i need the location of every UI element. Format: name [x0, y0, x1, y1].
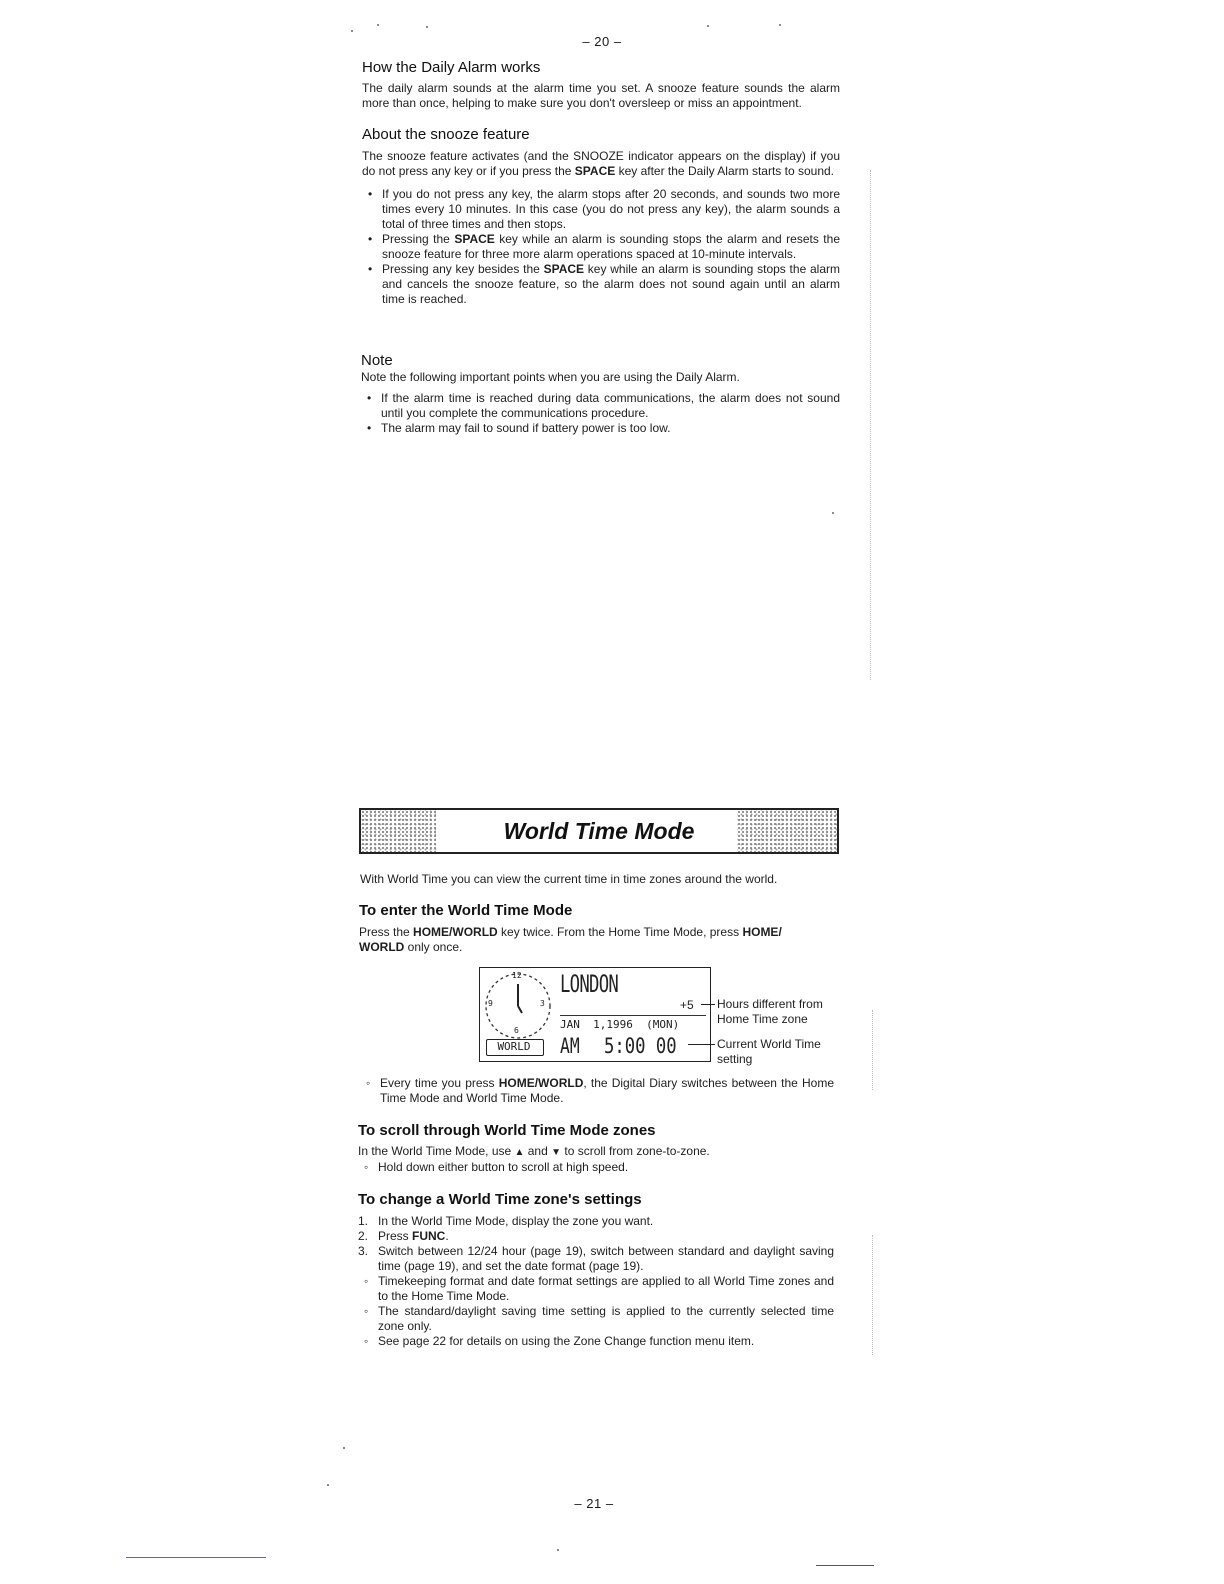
- scan-line: [126, 1557, 266, 1558]
- text: and: [524, 1144, 552, 1158]
- intro-paragraph: With World Time you can view the current time in time zones around the world.: [360, 872, 778, 886]
- text: to scroll from zone-to-zone.: [561, 1144, 710, 1158]
- date-separator-line: [560, 1015, 706, 1016]
- key-name: SPACE: [454, 232, 495, 246]
- toggle-note: [360, 1076, 834, 1106]
- callout-time-label: Current World Time setting: [717, 1037, 821, 1066]
- text: key while an alarm is sounding stops the alarm and cancels the snooze feature, so the alarm does not sound again until an alarm time is reached.: [382, 262, 841, 306]
- key-name: SPACE: [574, 164, 616, 178]
- text: In the World Time Mode, use: [358, 1144, 515, 1158]
- snooze-bullet-list: [362, 187, 840, 307]
- text: Every time you press: [380, 1076, 499, 1090]
- date-readout: JAN 1,1996 (MON): [560, 1018, 680, 1031]
- snooze-section: [362, 126, 840, 307]
- clock-numeral-3: 3: [540, 999, 545, 1008]
- text: .: [445, 1229, 449, 1243]
- scan-speck: [832, 512, 834, 514]
- section-heading: To change a World Time zone's settings: [358, 1191, 642, 1208]
- down-arrow-icon: ▼: [551, 1147, 562, 1158]
- scan-speck: [707, 25, 709, 27]
- section-heading: To enter the World Time Mode: [359, 902, 573, 919]
- section-heading: About the snooze feature: [362, 126, 530, 143]
- callout-offset-label: Hours different from Home Time zone: [717, 997, 823, 1026]
- callout-line-offset: [701, 1004, 715, 1005]
- list-item: ◦ The standard/daylight saving time setting is applied to the currently selected time zone only.: [358, 1304, 834, 1334]
- scan-edge: [872, 1235, 874, 1355]
- world-time-banner: [359, 808, 839, 854]
- scan-edge: [870, 170, 872, 680]
- scan-speck: [327, 1484, 329, 1486]
- daily-alarm-section: [362, 59, 840, 111]
- city-name: LONDON: [560, 970, 619, 998]
- callout-line-time: [688, 1044, 715, 1045]
- page-number-bottom: – 21 –: [574, 1496, 614, 1511]
- paragraph: [359, 925, 840, 955]
- scan-speck: [426, 26, 428, 28]
- paragraph: Note the following important points when you are using the Daily Alarm.: [361, 370, 740, 384]
- world-time-display: [479, 967, 711, 1062]
- list-item: ◦ Timekeeping format and date format settings are applied to all World Time zones and to the Home Time Mode.: [358, 1274, 834, 1304]
- list-item: ◦ See page 22 for details on using the Zone Change function menu item.: [358, 1334, 834, 1349]
- scan-speck: [343, 1447, 345, 1449]
- list-item: • If the alarm time is reached during data communications, the alarm does not sound until you complete the communications procedure.: [361, 391, 840, 421]
- key-name: HOME/WORLD: [498, 1076, 584, 1090]
- change-zone-section: [358, 1191, 834, 1349]
- banner-title: World Time Mode: [503, 818, 695, 844]
- up-arrow-icon: ▲: [514, 1147, 525, 1158]
- key-name: FUNC: [412, 1229, 446, 1243]
- clock-numeral-9: 9: [488, 999, 493, 1008]
- scan-speck: [779, 24, 781, 26]
- list-item: • The alarm may fail to sound if battery power is too low.: [361, 421, 840, 436]
- note-section: [361, 352, 840, 436]
- list-item: [360, 1076, 834, 1106]
- am-pm-indicator: AM: [560, 1034, 580, 1058]
- text: Pressing the: [382, 232, 455, 246]
- step-item: [358, 1229, 834, 1244]
- step-number: 3.: [358, 1244, 369, 1258]
- list-item: [362, 232, 840, 262]
- key-name: HOME/: [742, 925, 782, 939]
- hour-offset: +5: [680, 998, 694, 1012]
- text: Press the: [359, 925, 414, 939]
- scroll-section: [358, 1122, 834, 1175]
- text: In the World Time Mode, display the zone you want.: [378, 1214, 654, 1228]
- scan-edge: [872, 1010, 874, 1090]
- text: Switch between 12/24 hour (page 19), switch between standard and daylight saving time (page 19), and set the date format (page 19).: [378, 1244, 834, 1273]
- step-item: [358, 1244, 834, 1274]
- scan-speck: [351, 30, 353, 32]
- text: , the Digital Diary switches between the Home Time Mode and World Time Mode.: [380, 1076, 834, 1105]
- text: key while an alarm is sounding stops the alarm and resets the snooze feature for three more alarm operations spaced at 10-minute intervals.: [382, 232, 840, 261]
- clock-numeral-6: 6: [514, 1026, 519, 1035]
- bullet-list: [360, 1076, 834, 1106]
- list-item: [362, 262, 840, 307]
- text: only once.: [404, 940, 463, 954]
- clock-numeral-12: 12: [512, 971, 522, 980]
- section-heading: How the Daily Alarm works: [362, 59, 541, 76]
- paragraph: [362, 149, 840, 179]
- note-bullet-list: [361, 391, 840, 436]
- text: key after the Daily Alarm starts to sound.: [615, 164, 834, 178]
- key-name: WORLD: [359, 940, 405, 954]
- step-number: 1.: [358, 1214, 369, 1228]
- step-list: [358, 1214, 834, 1274]
- page-number-top: – 20 –: [582, 34, 622, 49]
- key-name: HOME/WORLD: [413, 925, 498, 939]
- list-item: ◦ Hold down either button to scroll at high speed.: [358, 1160, 834, 1175]
- text: Pressing any key besides the: [382, 262, 544, 276]
- enter-section: [359, 902, 840, 955]
- text: key twice. From the Home Time Mode, press: [497, 925, 743, 939]
- text: The snooze feature activates (and the SNOOZE indicator appears on the display) if you do not press any key or if you press the: [362, 149, 840, 178]
- step-item: [358, 1214, 834, 1229]
- section-heading: To scroll through World Time Mode zones: [358, 1122, 656, 1139]
- time-readout: 5:00 00: [604, 1034, 677, 1058]
- step-number: 2.: [358, 1229, 369, 1243]
- scan-speck: [377, 24, 379, 26]
- scan-line: [816, 1565, 874, 1566]
- bullet-list: [358, 1274, 834, 1349]
- mode-badge-label: WORLD: [497, 1040, 531, 1053]
- text: Press: [378, 1229, 413, 1243]
- paragraph: [358, 1144, 834, 1160]
- key-name: SPACE: [543, 262, 585, 276]
- scan-speck: [557, 1549, 559, 1551]
- bullet-list: [358, 1160, 834, 1175]
- paragraph: The daily alarm sounds at the alarm time you set. A snooze feature sounds the alarm more than once, helping to make sure you don't oversleep or miss an appointment.: [362, 81, 840, 110]
- section-heading: Note: [361, 352, 393, 369]
- list-item: • If you do not press any key, the alarm stops after 20 seconds, and sounds two more times every 10 minutes. In this case (you do not press any key), the alarm sounds a total of three times and then stops.: [362, 187, 840, 232]
